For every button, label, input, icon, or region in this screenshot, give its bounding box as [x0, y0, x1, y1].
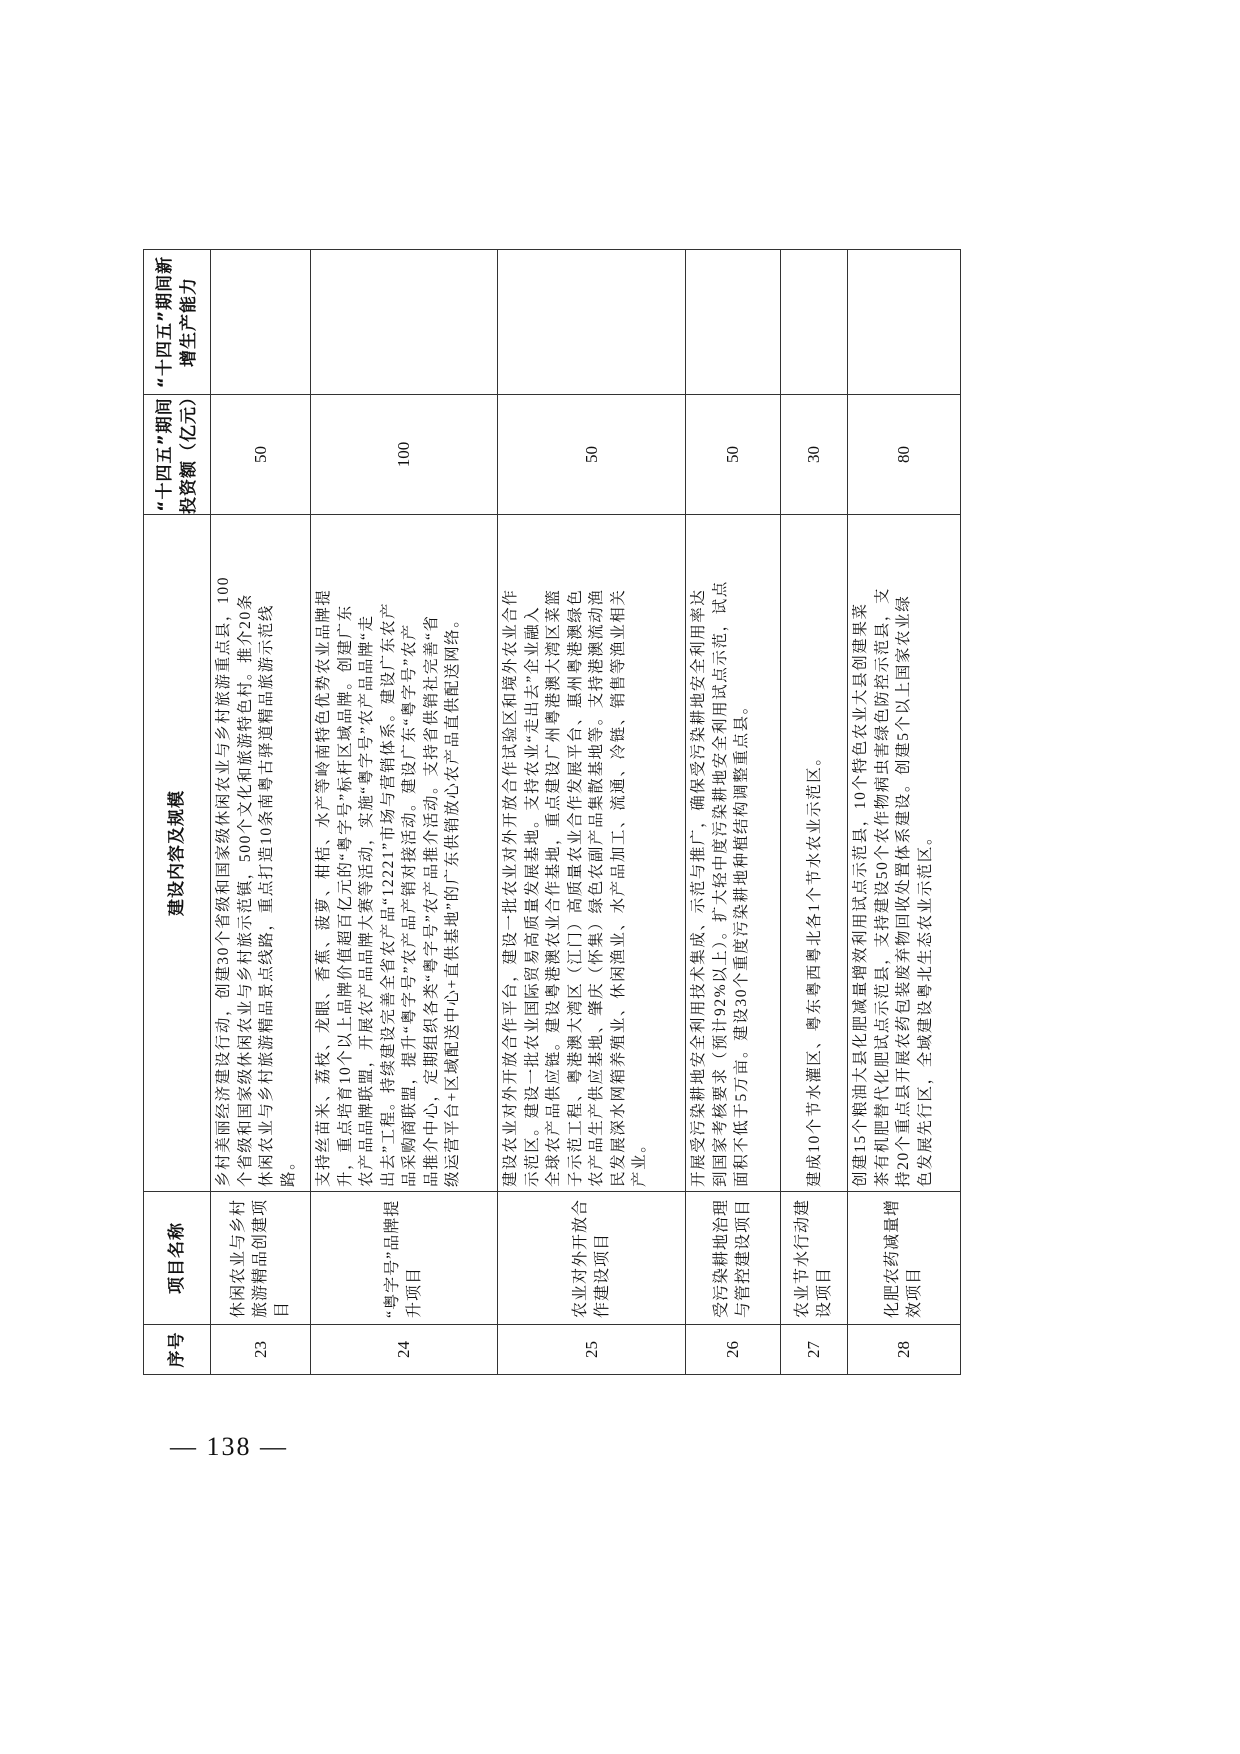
project-content — [781, 515, 848, 1192]
content-line: 色发展先行区，全域建设粤北生态农业示范区。 — [916, 827, 934, 1187]
project-name: 受污染耕地治理与管控建设项目 — [686, 1192, 781, 1325]
project-name: 化肥农药减量增效项目 — [848, 1192, 961, 1325]
table-row — [781, 250, 848, 1375]
new-capacity — [211, 250, 311, 395]
project-table-rotated — [143, 250, 960, 1375]
project-content — [311, 515, 498, 1192]
content-line: 个省级和国家级休闲农业与乡村旅示范镇，500个文化和旅游特色村。推介20条 — [236, 593, 254, 1187]
new-capacity — [848, 250, 961, 395]
content-line: 品推介中心，定期组织各类“粤字号”农产品推介活动。支持省供销社完善“省 — [422, 614, 440, 1187]
table-row — [211, 250, 311, 1375]
header-no: 序号 — [144, 1325, 211, 1375]
table-row — [848, 250, 961, 1375]
table-row — [311, 250, 498, 1375]
investment-amount: 30 — [781, 395, 848, 515]
header-name: 项目名称 — [144, 1192, 211, 1325]
page-number: — 138 — — [170, 1432, 288, 1461]
project-content — [848, 515, 961, 1192]
project-name: 休闲农业与乡村旅游精品创建项目 — [211, 1192, 311, 1325]
project-name: 农业对外开放合作建设项目 — [498, 1192, 686, 1325]
investment-amount: 100 — [311, 395, 498, 515]
row-number: 24 — [311, 1325, 498, 1375]
project-name: “粤字号”品牌提升项目 — [311, 1192, 498, 1325]
content-line: 品采购商联盟，提升“粤字号”农产品产销对接活动。建设广东“粤字号”农产 — [401, 622, 418, 1187]
new-capacity — [686, 250, 781, 395]
row-number: 25 — [498, 1325, 686, 1375]
content-line: 升，重点培育10个以上品牌价值超百亿元的“粤字号”标杆区域品牌。创建广东 — [336, 604, 354, 1187]
content-line: 示范区。建设一批农业国际贸易高质量发展基地。支持农业“走出去”企业融入 — [523, 605, 541, 1187]
row-number: 28 — [848, 1325, 961, 1375]
header-capacity: “十四五”期间新增生产能力 — [144, 250, 211, 395]
header-row — [144, 250, 211, 1375]
content-line: 建设农业对外开放合作平台，建设一批农业对外开放合作试验区和境外农业合作 — [502, 588, 519, 1187]
content-line: 面积不低于5万亩。建设30个重度污染耕地种植结构调整重点县。 — [733, 697, 750, 1187]
content-line: 持20个重点县开展农药包装废弃物回收处置体系建设。创建5个以上国家农业绿 — [895, 594, 912, 1187]
project-content — [211, 515, 311, 1192]
table-row — [686, 250, 781, 1375]
project-content — [686, 515, 781, 1192]
investment-amount: 50 — [686, 395, 781, 515]
new-capacity — [781, 250, 848, 395]
investment-amount: 50 — [498, 395, 686, 515]
content-line: 出去”工程。持续建设完善全省农产品“12221”市场与营销体系。建设广东农产 — [379, 601, 397, 1187]
content-line: 到国家考核要求（预计92%以上）。扩大轻中度污染耕地安全利用试点示范，试点 — [711, 580, 729, 1187]
content-line: 创建15个粮油大县化肥减量增效利用试点示范县，10个特色农业大县创建果菜 — [852, 602, 869, 1187]
new-capacity — [311, 250, 498, 395]
content-line: 路。 — [279, 1152, 297, 1187]
content-line: 子示范工程、粤港澳大湾区（江门）高质量农业合作发展平台、惠州粤港澳绿色 — [566, 588, 584, 1187]
header-investment: “十四五”期间投资额（亿元） — [144, 395, 211, 515]
content-line: 支持丝苗米、荔枝、龙眼、香蕉、菠萝、柑桔、水产等岭南特色优势农业品牌提 — [315, 588, 332, 1187]
table-row — [498, 250, 686, 1375]
content-line: 级运营平台+区域配送中心+直供基地”的广东供销放心农产品直供配送网络。 — [444, 610, 461, 1187]
investment-amount: 50 — [211, 395, 311, 515]
row-number: 23 — [211, 1325, 311, 1375]
content-line: 茶有机肥替代化肥试点示范县，支持建设50个农作物病虫害绿色防控示范县，支 — [873, 586, 891, 1187]
content-line: 乡村美丽经济建设行动，创建30个省级和国家级休闲农业与乡村旅游重点县，100 — [215, 575, 232, 1187]
project-table — [143, 249, 961, 1375]
content-line: 开展受污染耕地安全利用技术集成、示范与推广，确保受污染耕地安全利用率达 — [690, 588, 707, 1187]
new-capacity — [498, 250, 686, 395]
content-line: 产业。 — [631, 1135, 648, 1187]
content-line: 民发展深水网箱养殖业、休闲渔业、水产品加工、流通、冷链、销售等渔业相关 — [609, 588, 627, 1187]
header-content: 建设内容及规模 — [144, 515, 211, 1192]
content-line: 建成10个节水灌区、粤东粤西粤北各1个节水农业示范区。 — [805, 748, 823, 1187]
content-line: 农产品生产供应基地、肇庆（怀集）绿色农副产品集散基地等。支持港澳流动渔 — [588, 588, 605, 1187]
project-content — [498, 515, 686, 1192]
content-line: 全球农产品供应链。建设粤港澳农业合作基地，重点建设广州粤港澳大湾区菜篮 — [545, 588, 562, 1187]
row-number: 26 — [686, 1325, 781, 1375]
row-number: 27 — [781, 1325, 848, 1375]
table-body — [211, 250, 961, 1375]
investment-amount: 80 — [848, 395, 961, 515]
project-name: 农业节水行动建设项目 — [781, 1192, 848, 1325]
content-line: 农产品品牌联盟，开展农产品品牌大赛等活动，实施“粤字号”农产品品牌“走 — [358, 614, 375, 1187]
content-line: 休闲农业与乡村旅游精品景点线路，重点打造10条南粤古驿道精品旅游示范线 — [258, 603, 275, 1187]
